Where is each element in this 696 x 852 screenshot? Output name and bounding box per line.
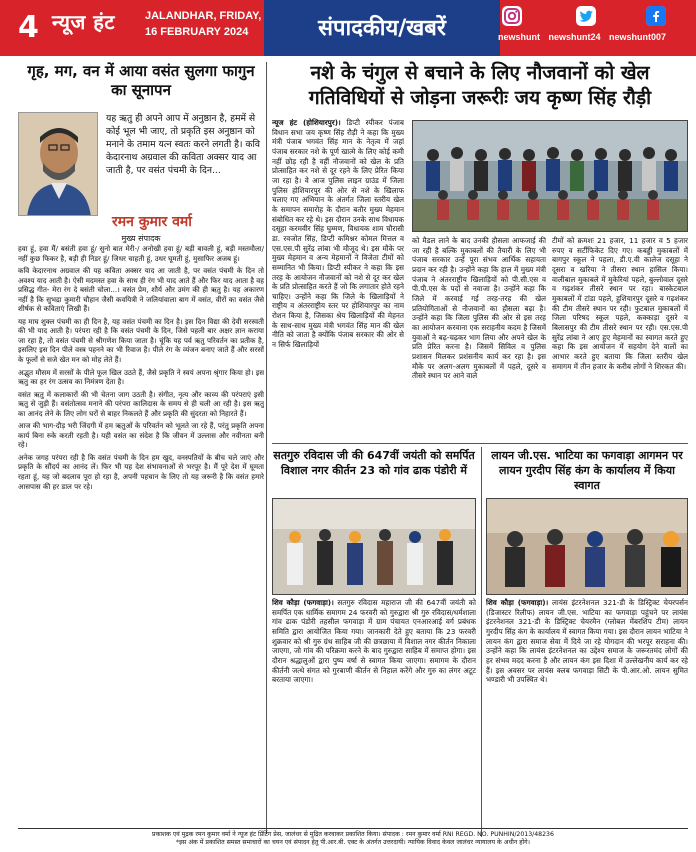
paragraph: अद्भुत मौसम में सरसों के पीले फूल खिल उठते हैं, जैसे प्रकृति ने स्वयं अपना श्रृंगार किया हो। इस ऋतु का हर रंग उत्सव का निमंत्रण देता है। [18, 367, 264, 387]
story-body: लायंस इंटरनेशनल 321-डी के डिस्ट्रिक्ट चेयरपर्सन (डिजास्टर रिलीफ) लायन जी.एस. भाटिया का फगवाड़ा पहुंचने पर लायंस इंटरनेशनल 321-डी के डिस्ट्रिक्ट चेयरमैन (ग्लोबल मेंबरशिप टीम) लायन गुरदीप सिंह कंग के कार्यालय में स्वागत किया गया। इस दौरान लायन भाटिया ने लायन कंग द्वारा समाज सेवा में दिये जा रहे योगदान की भरपूर सराहना की। उन्होंने कहा कि लायंस इंटरनेशनल का उद्देश्य समाज के जरूरतमंद लोगों की हर संभव मदद करना है और लायन कंग इस दिशा में उल्लेखनीय कार्य कर रहे हैं। इस अवसर पर लायंस क्लब फगवाड़ा सिटी के पी.आर.ओ. लायन सुमित भण्डारी भी उपस्थित थे। [486, 598, 688, 685]
story-headline-kirtan: सतगुरु रविदास जी की 647वीं जयंती को समर्पित विशाल नगर कीर्तन 23 को गांव ढाक पंडोरी में [273, 449, 475, 477]
kirtan-group-photo [272, 498, 476, 595]
author-portrait [18, 112, 98, 216]
story-text-lions [486, 598, 688, 826]
dateline-place: JALANDHAR, FRIDAY, [145, 10, 262, 22]
dateline-date: 16 FEBRUARY 2024 [145, 26, 249, 38]
paragraph: यह माघ शुक्ल पंचमी का ही दिन है, यह वसंत पंचमी का दिन है। इस दिन विद्या की देवी सरस्वती की भी याद आती है। परंपरा रही है कि वसंत पंचमी के दिन, जिसे पहली बार अक्षर ज्ञान कराया जा रहा है, तो वसंत पंचमी से श्रीगणेश किया जाता है। चूंकि यह पर्व ऋतु परिवर्तन का प्रतीक है, इसलिए इस दिन पीले वस्त्र पहनने का भी रिवाज है। पीले रंग के व्यंजन बनाए जाते हैं और सरसों के फूलों से सजे खेत मन को मोह लेते हैं। [18, 316, 264, 365]
column-divider [481, 447, 482, 837]
main-dateline: न्यूज हंट (होशियारपुर)। [272, 118, 341, 127]
social-block [498, 4, 688, 52]
lions-club-photo [486, 498, 688, 595]
section-title: संपादकीय/खबरें [318, 16, 446, 41]
social-handles [498, 32, 688, 42]
section-divider [272, 443, 688, 444]
paragraph: वसंत ऋतु में कलाकारों की भी चेतना जाग उठती है। संगीत, नृत्य और काव्य की परंपराएं इसी ऋतु से जुड़ी हैं। वसंतोत्सव मनाने की परंपरा कालिदास के समय से ही चली आ रही है। इस ऋतु का आनंद लेने के लिए लोग घरों से बाहर निकलते हैं और प्रकृति की सुंदरता को निहारते हैं। [18, 389, 264, 418]
facebook-icon[interactable] [646, 6, 666, 26]
editorial-column [18, 62, 264, 491]
main-article-column-1 [272, 118, 404, 466]
social-icons [498, 4, 688, 30]
main-text-1: डिप्टी स्पीकर पंजाब विधान सभा जय कृष्ण सिंह रौड़ी ने कहा कि मुख्य मंत्री पंजाब भगवंत सिंह मान के नेतृत्व में जहां पंजाब सरकार नशे के पूर्ण खात्मे के लिए कोई कमी नहीं छोड़ रही है वहीं नौजवानों को खेल के प्रति प्रोत्साहित कर नशे से दूर रहने के लिए प्रेरित किया जा रहा है। वे आज पुलिस लाइन ग्राउंड में जिला पुलिस होशियारपुर की ओर से नशे के खिलाफ चलाए गए अभियान के अंतर्गत जिला स्तरीय खेल के समापन समारोह के दौरान बतौर मुख्य मेहमान संबोधित कर रहे थे। इस दौरान उनके साथ विधायक दसूहा करमवीर सिंह घुम्मण, विधायक शाम चौरासी डा. रवजोत सिंह, डिप्टी कमिश्नर कोमल मित्तल व एस.एस.पी सुरेंद्र लांबा भी मौजूद थे। इस मौके पर मुख्य मेहमान व अन्य मेहमानों ने विजेता टीमों को सम्मानित भी किया। डिप्टी स्पीकर ने कहा कि इस तरह के आयोजन नौजवानों को नशे से दूर कर खेल के प्रति प्रोत्साहित करते हैं जो कि लगातार होते रहने चाहिए। उन्होंने कहा कि जिले के खिलाड़ियों ने राष्ट्रीय व अंतरराष्ट्रीय स्तर पर होशियारपुर का नाम रोशन किया है, जिसका श्रेय खिलाड़ियों की मेहनत के साथ-साथ मुख्य मंत्री भगवंत सिंह मान की खेल नीति को जाता है क्योंकि पंजाब सरकार की ओर से न सिर्फ खिलाड़ियों [272, 118, 404, 350]
column-divider [266, 62, 267, 834]
editorial-body [18, 244, 264, 852]
story-dateline: शिव कौड़ा (फगवाड़ा)। [272, 598, 334, 607]
editorial-headline: गृह, मग, वन में आया वसंत सुलगा फागुन का सूनापन [27, 62, 255, 99]
twitter-handle[interactable]: newshunt24 [548, 32, 601, 42]
paragraph: अनेक जगह परंपरा रही है कि वसंत पंचमी के दिन हम खुद, वनस्पतियों के बीच चले जाएं और प्रकृति के सौंदर्य का आनंद लें। फिर भी यह देश संभावनाओं से भरपूर है। मैं पूरे देश में घूमता रहता हूं, यह जो बदलाव पूरा हो रहा है, अपनी पहचान के लिए तो यह जरूरी है कि वसंत हमारे आसपास की हर डाल पर रहे। [18, 452, 264, 491]
story-text-kirtan [272, 598, 476, 826]
story-body: सतगुरु रविदास महाराज जी की 647वीं जयंती को समर्पित एक धार्मिक समागम 24 फरवरी को गुरुद्वारा श्री गुरु रविदास/धर्मशाला गांव ढाक पंडोरी तहसील फगवाड़ा में ग्राम पंचायत एनआरआई वर्ग प्रबंधक समिति द्वारा आयोजित किया गया। जानकारी देते हुए बताया कि 23 फरवरी शुक्रवार को श्री गुरु ग्रंथ साहिब जी की छत्रछाया में विशाल नगर कीर्तन निकाला जाएगा, जो गांव की परिक्रमा करने के बाद गुरुद्वारा साहिब में समाप्त होगा। इस दौरान श्रद्धालुओं द्वारा पुष्प वर्षा से स्वागत किया जाएगा। समागम के दौरान कीर्तनी जत्थे संगत को गुरबाणी कीर्तन से निहाल करेंगे और गुरु का लंगर अटूट बरताया जाएगा। [272, 598, 476, 685]
facebook-handle[interactable]: newshunt007 [609, 32, 667, 42]
section-band [264, 0, 500, 56]
main-article-column-3: टीमों को क्रमशः 21 हजार, 11 हजार व 5 हजार रुपए व सर्टीफिकेट दिए गए। कबड्डी मुकाबलों में बागपुर स्कूल ने पहला, डी.ए.वी कालेज दसूहा ने दूसरा व खरिया ने तीसरा स्थान हासिल किया। वालीबाल मुकाबले में मुकेरियां पहले, बुल्लोवाल दूसरे व गढ़शंकर तीसरे स्थान पर रहा। बास्केटबाल मुकाबलों में टांडा पहले, हुशियारपुर दूसरे व गढ़शंकर की टीम तीसरे स्थान पर रही। फुटबाल मुकाबलों में जिला परिषद स्कूल पहले, कक्काड़ा दूसरे व बिलासपुर की टीम तीसरे स्थान पर रही। एस.एस.पी सुरेंद्र लांबा ने आए हुए मेहमानों का स्वागत करते हुए कहा कि इस आयोजन में सहयोग देने वालों का आभार करते हुए बताया कि जिला स्तरीय खेल समागम में तीन हजार के करीब लोगों ने शिरकत की। [552, 236, 688, 371]
paragraph: आज की भाग-दौड़ भरी जिंदगी में हम ऋतुओं के परिवर्तन को भूलते जा रहे हैं, परंतु प्रकृति अपना कार्य बिना रुके करती रहती है। यही वसंत का संदेश है कि जीवन में उल्लास और नवीनता बनी रहे। [18, 421, 264, 450]
imprint-line: प्रकाशक एवं मुद्रक रमन कुमार वर्मा ने न्यूज हंट प्रिंटिंग प्रेस, जालंधर से मुद्रित करवाकर प्रकाशित किया। संपादक : रमन कुमार वर्मा RNI REGD. NO. PUNHIN/2013/48236 [152, 831, 554, 838]
main-article-column-2: को मैडल लाने के बाद उनकी हौसला आफजाई की जा रही है बल्कि मुकाबलों की तैयारी के लिए भी पंजाब सरकार उन्हें पूरा संभव आर्थिक सहायता प्रदान कर रही है। उन्होंने कहा कि हाल में मुख्य मंत्री पंजाब ने अंतरराष्ट्रीय खिलाड़ियों को पी.सी.एस व पी.पी.एस के पदों से नवाजा है। उन्होंने कहा कि जिले में करवाई गई तरह-तरह की खेल प्रतियोगिताओं से नौजवानों का हौसला बढ़ा है। उन्होंने कहा कि जिला पुलिस की ओर से इस तरह का आयोजन करवाना एक सराहनीय कदम है जिसमें युवाओं ने बढ़-चढ़कर भाग लिया और अपने खेल के प्रति प्रेरित करना है। जिसमें सिविल व पुलिस प्रशासन मिलकर प्रशंसनीय कार्य कर रहा है। इस मौके पर अलग-अलग मुकाबलों में पहले, दूसरे व तीसरे स्थान पर आने वाले [412, 236, 546, 381]
paragraph: हवा हूं, हवा मैं/ बसंती हवा हूं/ सुनो बात मेरी-/ अनोखी हवा हूं/ बड़ी बावली हूं, बड़ी मस्तमौला/ नहीं कुछ फिकर है, बड़ी ही निडर हूं/ जिधर चाहती हूं, उधर घूमती हूं, मुसाफिर अजब हूं। [18, 244, 264, 263]
page-header [0, 0, 696, 56]
author-designation: मुख्य संपादक [121, 234, 161, 243]
dateline [145, 8, 261, 40]
imprint-footer [18, 828, 688, 847]
instagram-icon[interactable] [502, 6, 522, 26]
disclaimer-line: *इस अंक में प्रकाशित समस्त समाचारों का चयन एवं संपादन हेतु पी.आर.बी. एक्ट के अंतर्गत उत्तरदायी। न्यायिक विवाद केवल जालंधर न्यायालय के अधीन होंगे। [176, 839, 530, 846]
twitter-icon[interactable] [576, 6, 596, 26]
story-dateline: शिव कौड़ा (फगवाड़ा)। [486, 598, 549, 607]
paragraph: कवि केदारनाथ अग्रवाल की यह कविता अक्सर याद आ जाती है, पर वसंत पंचमी के दिन तो अवश्य याद आती है। ऐसी मदमस्त हवा के साथ ही रंग भी याद आते हैं और फिर याद आता है वह प्रसिद्ध गीत- मेरा रंग दे बसंती चोला...। वसंत प्रेम, शौर्य और उमंग की ही ऋतु है। यह अकारण नहीं है कि सुभद्रा कुमारी चौहान जैसी कवयित्री ने जलियांवाला बाग में वसंत, वीरों का वसंत जैसे शीर्षक से कविताएं लिखी हैं। [18, 266, 264, 314]
sports-group-photo [412, 120, 688, 232]
main-headline: नशे के चंगुल से बचाने के लिए नौजवानों को खेल गतिविधियों से जोड़ना जरूरीः जय कृष्ण सिंह रौड़ी [308, 61, 652, 109]
story-headline-lions: लायन जी.एस. भाटिया का फगवाड़ा आगमन पर लायन गुरदीप सिंह कंग के कार्यालय में किया स्वागत [491, 449, 683, 492]
newspaper-logo: न्यूज हंट [52, 10, 116, 34]
editorial-intro: यह ऋतु ही अपने आप में अनुष्ठान है, हममें से कोई भूल भी जाए, तो प्रकृति इस अनुष्ठान को मनाने के तमाम यत्न स्वतः करने लगती है। कवि केदारनाथ अग्रवाल की कविता अक्सर याद आ जाती है, पर वसंत पंचमी के दिन... [106, 113, 260, 176]
page-number: 4 [18, 10, 39, 45]
instagram-handle[interactable]: newshunt [498, 32, 540, 42]
author-name: रमन कुमार वर्मा [112, 214, 192, 230]
